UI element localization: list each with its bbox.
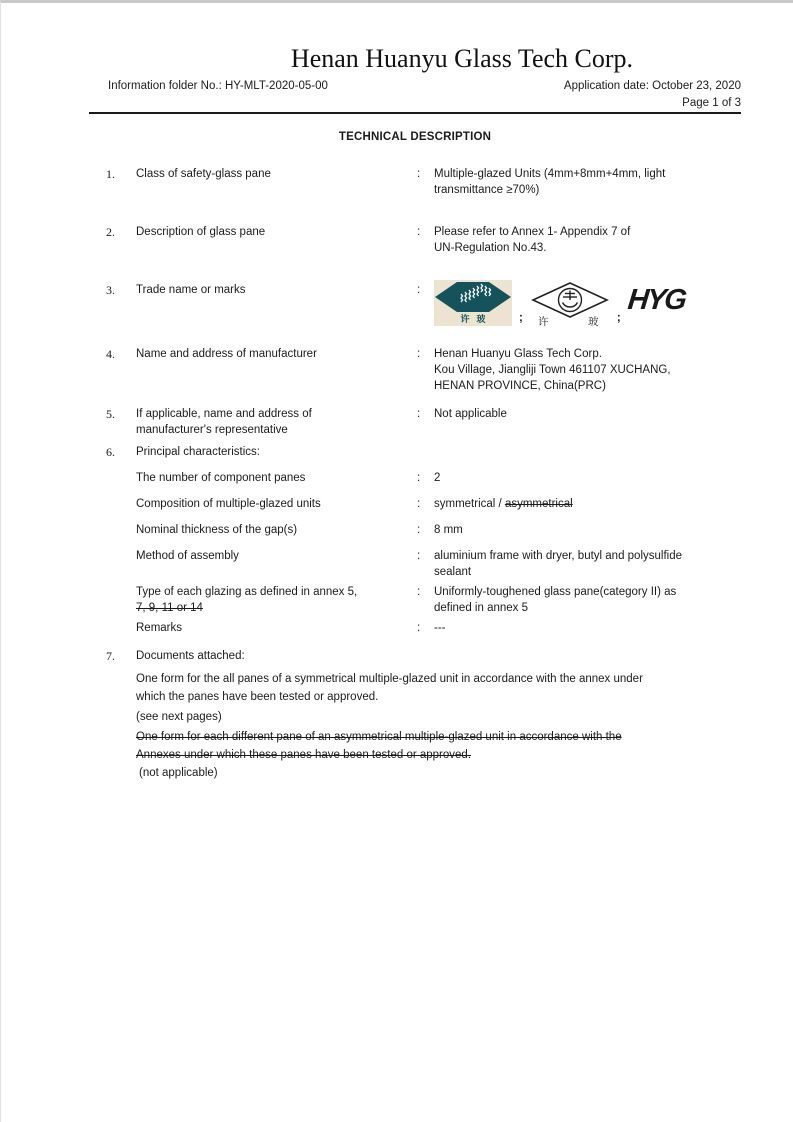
document-header [89,79,741,114]
item-row-documents-attached [106,648,741,664]
item-label: Composition of multiple-glazed units [136,498,321,510]
logo-separator: ; [616,312,621,324]
value-line: Multiple-glazed Units (4mm+8mm+4mm, light [434,168,666,180]
item-label [136,584,417,616]
item-label: Principal characteristics: [136,446,260,458]
value-line: Henan Huanyu Glass Tech Corp. [434,348,602,360]
item-label: Class of safety-glass pane [136,168,271,180]
subitem-row-assembly-method [106,548,741,580]
item-colon: : [417,524,421,536]
item-colon: : [417,284,421,296]
item-value: --- [434,622,446,634]
item-number: 1. [106,167,115,181]
value-struck: asymmetrical [504,498,573,510]
label-line: Type of each glazing as defined in annex 5, [136,586,358,598]
information-folder-no: Information folder No.: HY-MLT-2020-05-00 [108,80,328,92]
value-line: Uniformly-toughened glass pane(category II) as [434,586,677,598]
item-value: 2 [434,472,441,484]
paragraph-line-struck: One form for each different pane of an asymmetrical multiple-glazed unit in accordance with the [136,731,622,743]
subitem-row-gap-thickness [106,522,741,538]
item-value: Not applicable [434,408,507,420]
value-line: aluminium frame with dryer, butyl and polysulfide [434,550,683,562]
item-colon: : [417,586,421,598]
item-label [136,406,417,438]
item-row-representative [106,406,741,438]
item-row-principal-characteristics [106,444,741,460]
paragraph-symmetrical-form [136,670,741,706]
item-number: 2. [106,225,115,239]
attached-documents-text [136,670,741,782]
item-value [434,496,741,512]
value-line: HENAN PROVINCE, China(PRC) [434,380,606,392]
diamond-trademark-logo [530,280,610,328]
item-label: Description of glass pane [136,226,266,238]
value-line: Please refer to Annex 1- Appendix 7 of [434,226,631,238]
item-value [434,166,741,198]
item-value [434,346,741,394]
form-content [106,166,741,782]
item-label: Nominal thickness of the gap(s) [136,524,298,536]
diamond-right-char: 玻 [587,316,599,328]
item-row-manufacturer [106,346,741,394]
value-line: transmittance ≥70%) [434,184,540,196]
paragraph-asymmetrical-form-struck [136,728,741,764]
label-line: If applicable, name and address of [136,408,312,420]
item-row-description [106,224,741,256]
item-label: The number of component panes [136,472,306,484]
subitem-row-component-panes [106,470,741,486]
item-number: 6. [106,445,115,459]
item-label: Trade name or marks [136,284,246,296]
item-colon: : [417,550,421,562]
hexagon-trademark-logo [434,280,512,326]
value-line: UN-Regulation No.43. [434,242,547,254]
subitem-row-glazing-type [106,584,741,616]
hexagon-glass-icon [434,280,512,314]
label-line: manufacturer's representative [136,424,288,436]
application-date: Application date: October 23, 2020 [563,80,741,92]
item-colon: : [417,472,421,484]
item-colon: : [417,226,421,238]
paragraph-line-struck: Annexes under which these panes have been tested or approved. [136,749,472,761]
item-value [434,548,741,580]
item-value [434,224,741,256]
item-value [434,584,741,616]
subitem-row-remarks [106,620,741,636]
item-colon: : [417,498,421,510]
value-line: defined in annex 5 [434,602,528,614]
item-label: Name and address of manufacturer [136,348,317,360]
paragraph-see-next-pages: (see next pages) [136,711,222,723]
label-line-struck: 7, 9, 11 or 14 [136,602,203,614]
item-colon: : [417,348,421,360]
company-title: Henan Huanyu Glass Tech Corp. [290,44,634,73]
item-row-trade-marks [106,282,741,328]
logo-separator: ; [519,312,523,324]
paragraph-not-applicable: (not applicable) [139,767,218,779]
item-label: Method of assembly [136,550,239,562]
value-normal: symmetrical / [434,498,502,510]
item-number: 5. [106,407,115,421]
section-title: TECHNICAL DESCRIPTION [338,131,492,143]
item-number: 7. [106,649,115,663]
item-label: Documents attached: [136,650,245,662]
item-label: Remarks [136,622,183,634]
item-row-class-of-pane [106,166,741,198]
header-rule [89,112,741,114]
item-number: 4. [106,347,115,361]
trademark-logos [434,280,741,328]
item-colon: : [417,622,421,634]
subitem-row-composition [106,496,741,512]
value-line: sealant [434,566,472,578]
paragraph-line: One form for the all panes of a symmetrical multiple-glazed unit in accordance with the annex under [136,673,643,685]
item-number: 3. [106,283,115,297]
hyg-trademark-logo: HYG [626,284,687,316]
diamond-left-char: 许 [537,316,549,328]
item-value: 8 mm [434,524,463,536]
item-colon: : [417,408,421,420]
paragraph-line: which the panes have been tested or approved. [136,691,379,703]
item-colon: : [417,168,421,180]
value-line: Kou Village, Jiangliji Town 461107 XUCHANG, [434,364,671,376]
hexagon-logo-caption: 许玻 [460,314,493,324]
page-indicator: Page 1 of 3 [682,97,741,109]
